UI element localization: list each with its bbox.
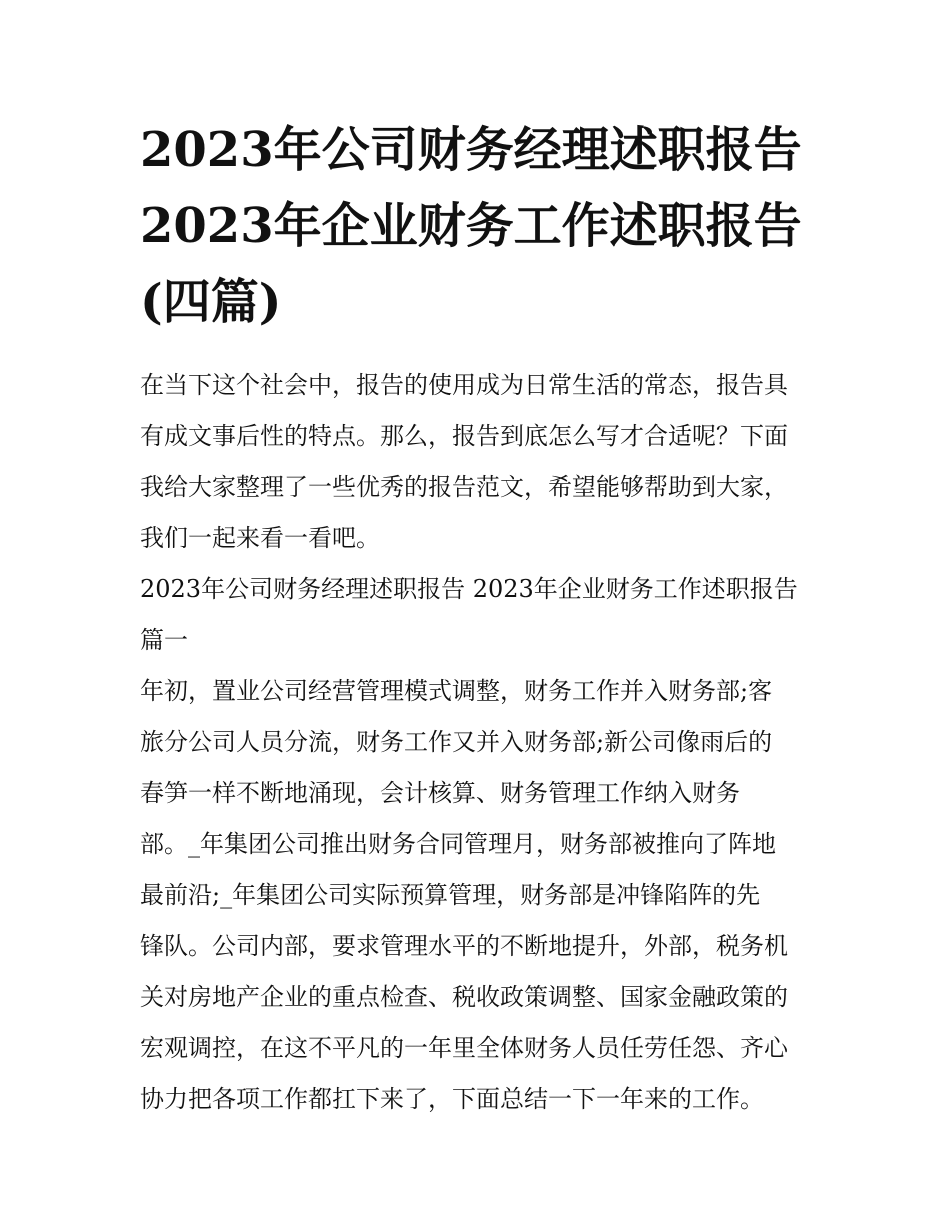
intro-line: 我给大家整理了一些优秀的报告范文，希望能够帮助到大家， — [140, 473, 788, 501]
intro-line: 我们一起来看一看吧。 — [140, 524, 380, 552]
title-line: 2023年企业财务工作述职报告 — [140, 198, 802, 254]
body-paragraph — [140, 666, 830, 1125]
section-heading-line: 2023年公司财务经理述职报告 2023年企业财务工作述职报告 — [140, 575, 798, 603]
body-line: 部。_年集团公司推出财务合同管理月，财务部被推向了阵地 — [140, 830, 776, 858]
body-line: 锋队。公司内部，要求管理水平的不断地提升，外部，税务机 — [140, 932, 788, 960]
intro-line: 在当下这个社会中，报告的使用成为日常生活的常态，报告具 — [140, 371, 788, 399]
document-title — [140, 112, 830, 340]
title-line: (四篇) — [140, 274, 282, 330]
document-body — [140, 360, 830, 1125]
intro-line: 有成文事后性的特点。那么，报告到底怎么写才合适呢？下面 — [140, 422, 788, 450]
body-line: 年初，置业公司经营管理模式调整，财务工作并入财务部;客 — [140, 677, 773, 705]
body-line: 宏观调控，在这不平凡的一年里全体财务人员任劳任怨、齐心 — [140, 1034, 788, 1062]
body-line: 协力把各项工作都扛下来了，下面总结一下一年来的工作。 — [140, 1085, 764, 1113]
intro-paragraph — [140, 360, 830, 564]
body-line: 旅分公司人员分流，财务工作又并入财务部;新公司像雨后的 — [140, 728, 773, 756]
section-heading-line: 篇一 — [140, 626, 188, 654]
title-line: 2023年公司财务经理述职报告 — [140, 122, 802, 178]
body-line: 最前沿;_年集团公司实际预算管理，财务部是冲锋陷阵的先 — [140, 881, 761, 909]
document-page — [140, 112, 830, 1125]
section-heading — [140, 564, 830, 666]
body-line: 关对房地产企业的重点检查、税收政策调整、国家金融政策的 — [140, 983, 788, 1011]
body-line: 春笋一样不断地涌现，会计核算、财务管理工作纳入财务 — [140, 779, 740, 807]
